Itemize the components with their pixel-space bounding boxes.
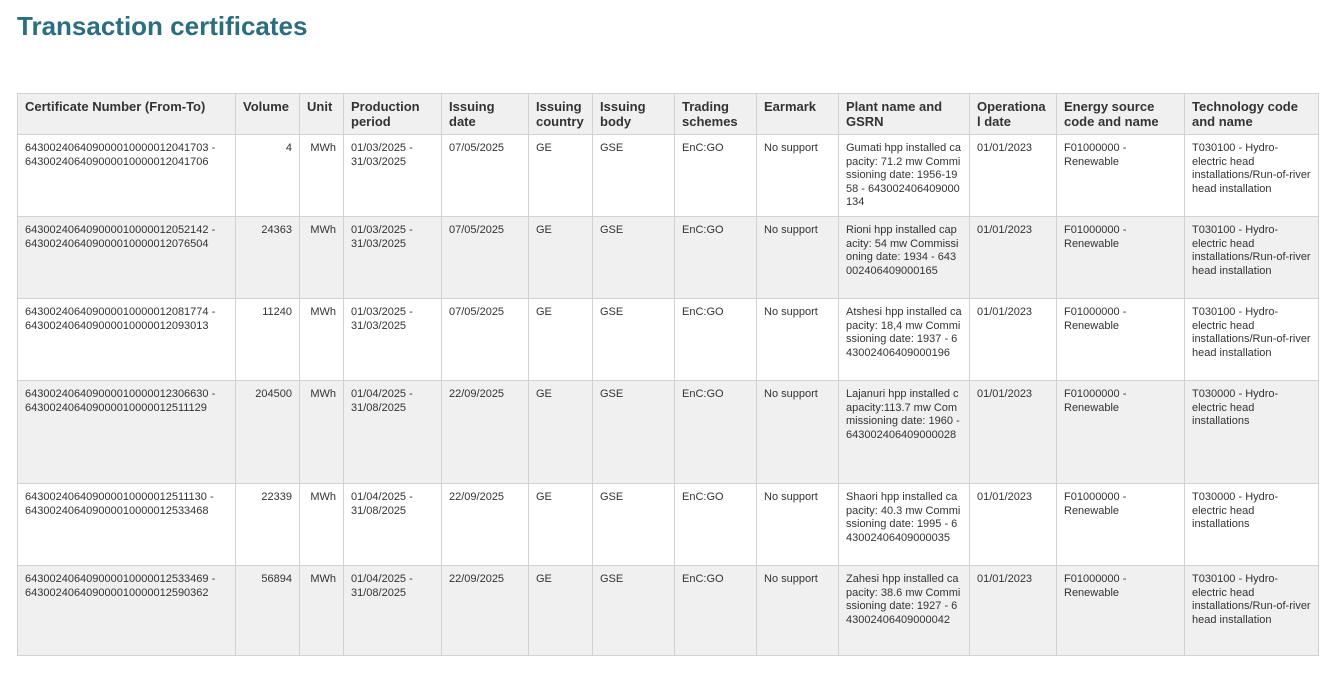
cell-production-period: 01/03/2025 - 31/03/2025 [344,217,442,299]
cell-earmark: No support [757,135,839,217]
column-header-issuing-date: Issuing date [442,94,529,135]
column-header-technology: Technology code and name [1185,94,1319,135]
cell-production-period: 01/03/2025 - 31/03/2025 [344,299,442,381]
cell-volume: 11240 [236,299,300,381]
column-header-volume: Volume [236,94,300,135]
cell-energy-source: F01000000 - Renewable [1057,381,1185,484]
cell-earmark: No support [757,566,839,656]
cell-unit: MWh [300,566,344,656]
table-row [18,381,1319,484]
cell-technology: T030100 - Hydro-electric head installations/Run-of-river head installation [1185,217,1319,299]
cell-operational-date: 01/01/2023 [970,135,1057,217]
page-title: Transaction certificates [17,11,308,41]
cell-issuing-country: GE [529,566,593,656]
cell-production-period: 01/04/2025 - 31/08/2025 [344,381,442,484]
cell-earmark: No support [757,484,839,566]
cell-operational-date: 01/01/2023 [970,217,1057,299]
cell-unit: MWh [300,381,344,484]
column-header-unit: Unit [300,94,344,135]
cell-operational-date: 01/01/2023 [970,484,1057,566]
cell-energy-source: F01000000 - Renewable [1057,566,1185,656]
cell-earmark: No support [757,217,839,299]
cell-energy-source: F01000000 - Renewable [1057,299,1185,381]
cell-issuing-country: GE [529,381,593,484]
cell-trading-schemes: EnC:GO [675,381,757,484]
cell-volume: 204500 [236,381,300,484]
transaction-certificates-table-container [17,93,1318,656]
cell-technology: T030100 - Hydro-electric head installations/Run-of-river head installation [1185,135,1319,217]
cell-production-period: 01/04/2025 - 31/08/2025 [344,566,442,656]
cell-issuing-body: GSE [593,484,675,566]
cell-production-period: 01/03/2025 - 31/03/2025 [344,135,442,217]
cell-volume: 22339 [236,484,300,566]
column-header-plant-name-gsrn: Plant name and GSRN [839,94,970,135]
cell-issuing-date: 22/09/2025 [442,484,529,566]
cell-technology: T030100 - Hydro-electric head installations/Run-of-river head installation [1185,566,1319,656]
cell-operational-date: 01/01/2023 [970,566,1057,656]
transaction-certificates-table [17,93,1319,656]
cell-plant-name-gsrn: Rioni hpp installed capacity: 54 mw Commissioning date: 1934 - 643002406409000165 [839,217,970,299]
cell-issuing-date: 07/05/2025 [442,135,529,217]
cell-certificate-number: 643002406409000010000012052142 - 643002406409000010000012076504 [18,217,236,299]
cell-unit: MWh [300,135,344,217]
cell-plant-name-gsrn: Lajanuri hpp installed capacity:113.7 mw Commissioning date: 1960 - 643002406409000028 [839,381,970,484]
cell-trading-schemes: EnC:GO [675,484,757,566]
cell-technology: T030000 - Hydro-electric head installations [1185,484,1319,566]
cell-production-period: 01/04/2025 - 31/08/2025 [344,484,442,566]
table-header-row [18,94,1319,135]
cell-issuing-country: GE [529,484,593,566]
cell-earmark: No support [757,299,839,381]
column-header-issuing-body: Issuing body [593,94,675,135]
cell-trading-schemes: EnC:GO [675,299,757,381]
cell-issuing-date: 22/09/2025 [442,381,529,484]
column-header-production-period: Production period [344,94,442,135]
cell-trading-schemes: EnC:GO [675,217,757,299]
cell-energy-source: F01000000 - Renewable [1057,135,1185,217]
cell-operational-date: 01/01/2023 [970,381,1057,484]
cell-certificate-number: 643002406409000010000012041703 - 643002406409000010000012041706 [18,135,236,217]
column-header-trading-schemes: Trading schemes [675,94,757,135]
cell-certificate-number: 643002406409000010000012533469 - 643002406409000010000012590362 [18,566,236,656]
column-header-earmark: Earmark [757,94,839,135]
cell-volume: 24363 [236,217,300,299]
cell-issuing-country: GE [529,299,593,381]
cell-issuing-date: 22/09/2025 [442,566,529,656]
cell-issuing-body: GSE [593,217,675,299]
cell-issuing-date: 07/05/2025 [442,299,529,381]
cell-unit: MWh [300,217,344,299]
cell-technology: T030100 - Hydro-electric head installations/Run-of-river head installation [1185,299,1319,381]
cell-issuing-date: 07/05/2025 [442,217,529,299]
cell-certificate-number: 643002406409000010000012511130 - 643002406409000010000012533468 [18,484,236,566]
cell-plant-name-gsrn: Atshesi hpp installed capacity: 18,4 mw Commissioning date: 1937 - 643002406409000196 [839,299,970,381]
cell-unit: MWh [300,484,344,566]
cell-issuing-body: GSE [593,381,675,484]
cell-plant-name-gsrn: Zahesi hpp installed capacity: 38.6 mw Commissioning date: 1927 - 643002406409000042 [839,566,970,656]
table-row [18,484,1319,566]
cell-issuing-body: GSE [593,299,675,381]
cell-volume: 56894 [236,566,300,656]
cell-technology: T030000 - Hydro-electric head installations [1185,381,1319,484]
cell-issuing-body: GSE [593,135,675,217]
table-row [18,299,1319,381]
cell-plant-name-gsrn: Shaori hpp installed capacity: 40.3 mw Commissioning date: 1995 - 643002406409000035 [839,484,970,566]
column-header-issuing-country: Issuing country [529,94,593,135]
table-row [18,566,1319,656]
cell-volume: 4 [236,135,300,217]
cell-operational-date: 01/01/2023 [970,299,1057,381]
cell-trading-schemes: EnC:GO [675,566,757,656]
cell-plant-name-gsrn: Gumati hpp installed capacity: 71.2 mw Commissioning date: 1956-1958 - 643002406409000134 [839,135,970,217]
cell-certificate-number: 643002406409000010000012306630 - 643002406409000010000012511129 [18,381,236,484]
cell-energy-source: F01000000 - Renewable [1057,484,1185,566]
cell-issuing-country: GE [529,135,593,217]
cell-issuing-body: GSE [593,566,675,656]
table-row [18,217,1319,299]
cell-trading-schemes: EnC:GO [675,135,757,217]
table-row [18,135,1319,217]
cell-issuing-country: GE [529,217,593,299]
cell-certificate-number: 643002406409000010000012081774 - 643002406409000010000012093013 [18,299,236,381]
cell-unit: MWh [300,299,344,381]
cell-earmark: No support [757,381,839,484]
cell-energy-source: F01000000 - Renewable [1057,217,1185,299]
column-header-energy-source: Energy source code and name [1057,94,1185,135]
column-header-certificate-number: Certificate Number (From-To) [18,94,236,135]
column-header-operational-date: Operational date [970,94,1057,135]
